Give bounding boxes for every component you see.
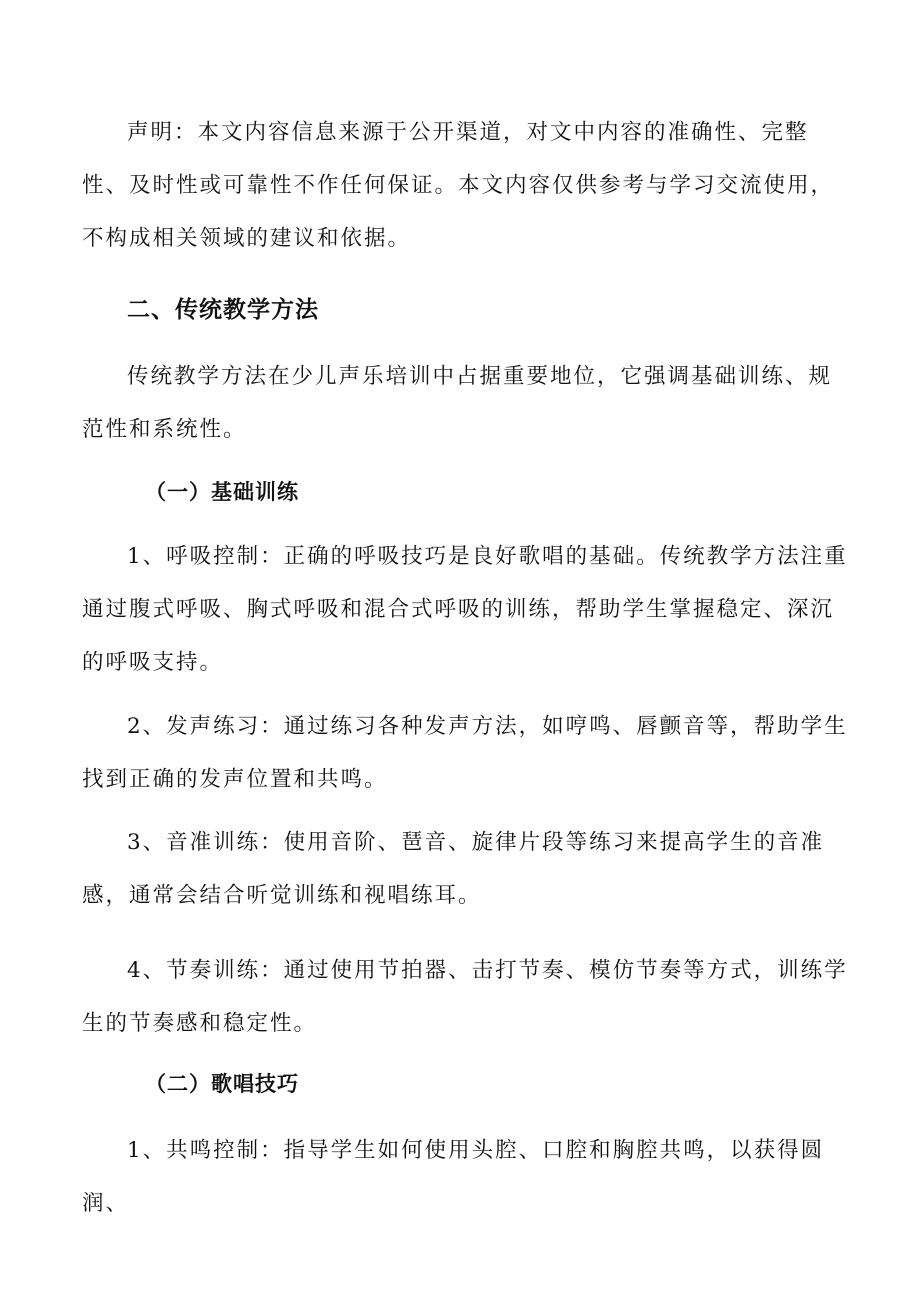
disclaimer-paragraph: 声明：本文内容信息来源于公开渠道，对文中内容的准确性、完整性、及时性或可靠性不作任何保证。本文内容仅供参考与学习交流使用，不构成相关领域的建议和依据。 xyxy=(82,120,835,251)
basic-training-item-3: 3、音准训练：使用音阶、琶音、旋律片段等练习来提高学生的音准感，通常会结合听觉训练和视唱练耳。 xyxy=(82,830,825,908)
section-title: 二、传统教学方法 xyxy=(127,296,319,323)
basic-training-item-1: 1、呼吸控制：正确的呼吸技巧是良好歌唱的基础。传统教学方法注重通过腹式呼吸、胸式呼吸和混合式呼吸的训练，帮助学生掌握稳定、深沉的呼吸支持。 xyxy=(82,544,848,675)
subsection-2-title: （二）歌唱技巧 xyxy=(145,1071,299,1096)
basic-training-item-2: 2、发声练习：通过练习各种发声方法，如哼鸣、唇颤音等，帮助学生找到正确的发声位置和共鸣。 xyxy=(82,714,848,792)
section-intro-paragraph: 传统教学方法在少儿声乐培训中占据重要地位，它强调基础训练、规范性和系统性。 xyxy=(82,364,833,442)
subsection-1-title: （一）基础训练 xyxy=(145,479,299,504)
basic-training-item-4: 4、节奏训练：通过使用节拍器、击打节奏、模仿节奏等方式，训练学生的节奏感和稳定性。 xyxy=(82,958,848,1036)
singing-technique-item-1: 1、共鸣控制：指导学生如何使用头腔、口腔和胸腔共鸣，以获得圆润、 xyxy=(82,1138,825,1216)
